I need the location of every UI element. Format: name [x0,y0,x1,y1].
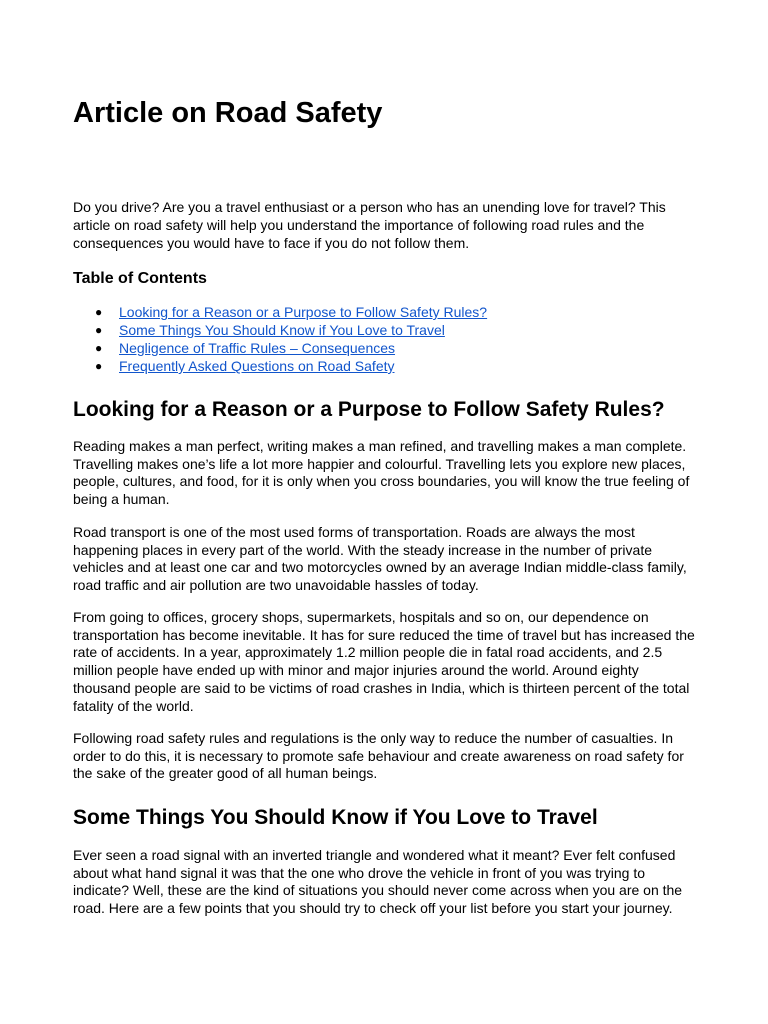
toc-heading: Table of Contents [73,270,207,287]
body-paragraph: Road transport is one of the most used forms of transportation. Roads are always the most happening places in every part of the world. With the steady increase in the number of private vehicles and at least one car and two motorcycles owned by an average Indian middle-class family, road traffic and air pollution are two unavoidable hassles of today. [73,524,687,594]
body-paragraph: Ever seen a road signal with an inverted triangle and wondered what it meant? Ever felt confused about what hand signal it was that the one who drove the vehicle in front of you was trying to indicate? Well, these are the kind of situations you should never come across when you are on the road. Here are a few points that you should try to check off your list before you start your journey. [73,847,683,917]
bullet-icon: ● [95,305,103,319]
body-paragraph: Reading makes a man perfect, writing makes a man refined, and travelling makes a man complete. Travelling makes one’s life a lot more happier and colourful. Travelling lets you explore new places, people, cultures, and food, for it is only when you cross boundaries, you will know the true feeling of being a human. [73,438,690,508]
body-paragraph: Following road safety rules and regulations is the only way to reduce the number of casualties. In order to do this, it is necessary to promote safe behaviour and create awareness on road safety for the sake of the greater good of all human beings. [73,730,684,782]
bullet-icon: ● [95,359,103,373]
toc-link-faq[interactable]: Frequently Asked Questions on Road Safety [119,358,395,374]
document-title: Article on Road Safety [73,97,383,129]
toc-item [73,339,698,357]
toc-link-negligence[interactable]: Negligence of Traffic Rules – Consequences [119,340,396,356]
toc-item [73,321,698,339]
toc-item [73,357,698,375]
bullet-icon: ● [95,323,103,337]
body-paragraph: From going to offices, grocery shops, supermarkets, hospitals and so on, our dependence on transportation has become inevitable. It has for sure reduced the time of travel but has increased the rate of accidents. In a year, approximately 1.2 million people die in fatal road accidents, and 2.5 million people have ended up with minor and major injuries around the world. Around eighty thousand people are said to be victims of road crashes in India, which is thirteen percent of the total fatality of the world. [73,609,695,714]
toc-link-things-to-know[interactable]: Some Things You Should Know if You Love to Travel [119,322,445,338]
toc-item [73,303,698,321]
section-heading-travel: Some Things You Should Know if You Love to Travel [73,806,598,829]
table-of-contents [73,303,698,375]
intro-paragraph: Do you drive? Are you a travel enthusiast or a person who has an unending love for travel? This article on road safety will help you understand the importance of following road rules and the consequences you would have to face if you do not follow them. [73,199,666,251]
bullet-icon: ● [95,341,103,355]
section-heading-reason: Looking for a Reason or a Purpose to Follow Safety Rules? [73,398,665,421]
toc-link-reason[interactable]: Looking for a Reason or a Purpose to Follow Safety Rules? [119,304,488,320]
